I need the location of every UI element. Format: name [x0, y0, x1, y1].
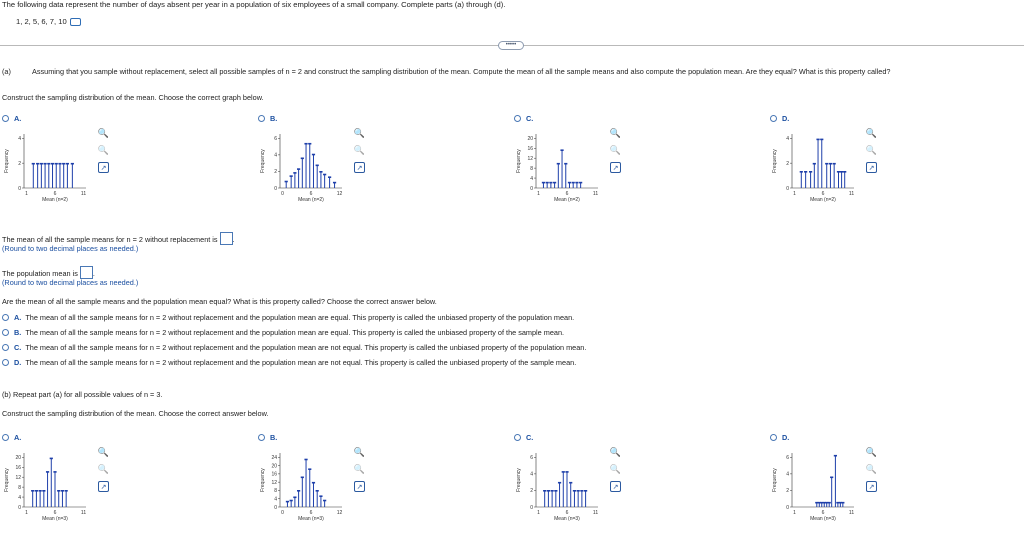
- histogram-chart: [770, 447, 860, 527]
- y-tick-label: 4: [274, 496, 277, 503]
- zoom-out-icon[interactable]: 🔍: [353, 464, 366, 474]
- y-tick-label: 2: [274, 169, 277, 176]
- y-tick-label: 8: [530, 165, 533, 172]
- popout-icon[interactable]: ↗: [354, 481, 365, 492]
- zoom-in-icon[interactable]: 🔍: [865, 447, 878, 457]
- answer-text: The mean of all the sample means for n = 2 without replacement and the population mean are not equal. This property is called the unbiased property of the population mean.: [25, 343, 587, 352]
- zoom-out-icon[interactable]: 🔍: [97, 145, 110, 155]
- x-tick-label: 11: [80, 191, 87, 197]
- histogram-chart: [258, 128, 348, 208]
- y-tick-label: 16: [15, 465, 21, 472]
- y-tick-label: 0: [18, 185, 21, 192]
- y-tick-label: 0: [530, 185, 533, 192]
- mean-sample-means-question: The mean of all the sample means for n = 2 without replacement is .: [2, 232, 235, 245]
- x-tick-label: 11: [592, 191, 599, 197]
- graph-tools: [354, 447, 365, 492]
- graph-option-a-3[interactable]: [770, 114, 990, 224]
- graph-option-radio[interactable]: [2, 114, 21, 123]
- x-axis-label: Mean (n=3): [42, 516, 68, 522]
- part-a-question: Assuming that you sample without replacement, select all possible samples of n = 2 and construct the sampling distribution of the mean. Compute the mean of all the sample means and also compute the population mean. Are they equal? What is this property called?: [32, 67, 891, 76]
- radio-button[interactable]: [258, 115, 265, 122]
- option-letter: D.: [782, 114, 790, 123]
- x-tick-label: 11: [848, 191, 855, 197]
- graph-option-b-1[interactable]: [258, 433, 478, 543]
- y-tick-label: 4: [786, 471, 789, 478]
- y-tick-label: 4: [530, 471, 533, 478]
- part-b-text: (b) Repeat part (a) for all possible values of n = 3.: [2, 390, 163, 399]
- graph-option-radio[interactable]: [514, 114, 533, 123]
- x-tick-label: 1: [25, 510, 28, 516]
- y-tick-label: 0: [274, 185, 277, 192]
- y-tick-label: 20: [527, 136, 533, 143]
- radio-button[interactable]: [2, 329, 9, 336]
- answer-option-d[interactable]: [2, 358, 576, 367]
- y-axis-label: Frequency: [4, 468, 10, 492]
- y-axis-label: Frequency: [772, 149, 778, 173]
- data-values: [16, 17, 81, 26]
- x-tick-label: 6: [309, 191, 313, 197]
- x-tick-label: 6: [565, 510, 569, 516]
- graph-option-a-1[interactable]: [258, 114, 478, 224]
- graph-tools: [98, 447, 109, 492]
- zoom-out-icon[interactable]: 🔍: [353, 145, 366, 155]
- y-tick-label: 6: [274, 136, 277, 143]
- y-tick-label: 6: [786, 455, 789, 462]
- popout-icon[interactable]: ↗: [98, 162, 109, 173]
- graph-option-radio[interactable]: [258, 114, 277, 123]
- y-tick-label: 24: [271, 455, 277, 462]
- zoom-out-icon[interactable]: 🔍: [609, 464, 622, 474]
- y-tick-label: 6: [530, 455, 533, 462]
- population-mean-question: The population mean is .: [2, 266, 95, 279]
- population-mean-note: (Round to two decimal places as needed.): [2, 278, 139, 287]
- mean-sample-means-input[interactable]: [220, 232, 233, 245]
- x-tick-label: 1: [793, 510, 796, 516]
- x-axis-label: Mean (n=3): [554, 516, 580, 522]
- x-tick-label: 6: [821, 510, 825, 516]
- y-tick-label: 4: [274, 152, 277, 159]
- x-tick-label: 11: [848, 510, 855, 516]
- x-tick-label: 6: [53, 510, 57, 516]
- problem-intro: The following data represent the number of days absent per year in a population of six employees of a small company. Complete parts (a) through (d).: [2, 0, 506, 9]
- answer-text: The mean of all the sample means for n = 2 without replacement and the population mean are not equal. This property is called the unbiased property of the sample mean.: [25, 358, 577, 367]
- y-axis-label: Frequency: [516, 149, 522, 173]
- histogram-chart: [514, 128, 604, 208]
- popout-icon[interactable]: ↗: [866, 481, 877, 492]
- graph-option-b-3[interactable]: [770, 433, 990, 543]
- y-tick-label: 12: [527, 155, 533, 162]
- zoom-out-icon[interactable]: 🔍: [865, 145, 878, 155]
- zoom-in-icon[interactable]: 🔍: [865, 128, 878, 138]
- graph-tools: [610, 447, 621, 492]
- y-tick-label: 2: [786, 488, 789, 495]
- y-tick-label: 4: [18, 494, 21, 501]
- y-tick-label: 2: [530, 488, 533, 495]
- zoom-in-icon[interactable]: 🔍: [353, 128, 366, 138]
- x-tick-label: 6: [565, 191, 569, 197]
- y-tick-label: 0: [530, 504, 533, 511]
- option-letter: C.: [526, 114, 534, 123]
- option-letter: C.: [526, 433, 534, 442]
- answer-letter: B.: [14, 328, 22, 337]
- answer-text: The mean of all the sample means for n = 2 without replacement and the population mean are equal. This property is called the unbiased property of the sample mean.: [25, 328, 565, 337]
- graph-option-radio[interactable]: [514, 433, 533, 442]
- answer-letter: D.: [14, 358, 22, 367]
- radio-button[interactable]: [258, 434, 265, 441]
- answer-letter: C.: [14, 343, 22, 352]
- y-tick-label: 0: [786, 185, 789, 192]
- option-letter: A.: [14, 433, 22, 442]
- y-tick-label: 4: [786, 136, 789, 143]
- y-tick-label: 16: [271, 471, 277, 478]
- graph-tools: [866, 447, 877, 492]
- y-axis-label: Frequency: [4, 149, 10, 173]
- graph-option-a-0[interactable]: [2, 114, 222, 224]
- y-axis-label: Frequency: [772, 468, 778, 492]
- mean-sample-means-label: The mean of all the sample means for n = 2 without replacement is: [2, 235, 218, 244]
- x-tick-label: 11: [80, 510, 87, 516]
- y-tick-label: 20: [15, 455, 21, 462]
- part-a-tag: (a): [2, 67, 11, 76]
- zoom-out-icon[interactable]: 🔍: [865, 464, 878, 474]
- radio-button[interactable]: [770, 434, 777, 441]
- graph-tools: [354, 128, 365, 173]
- graph-tools: [610, 128, 621, 173]
- data-values-text: 1, 2, 5, 6, 7, 10: [16, 17, 67, 26]
- more-button[interactable]: •••••: [498, 41, 524, 50]
- y-tick-label: 2: [18, 160, 21, 167]
- zoom-in-icon[interactable]: 🔍: [353, 447, 366, 457]
- option-letter: D.: [782, 433, 790, 442]
- answer-option-a[interactable]: [2, 313, 574, 322]
- histogram-chart: [258, 447, 348, 527]
- option-letter: A.: [14, 114, 22, 123]
- y-tick-label: 0: [18, 504, 21, 511]
- popout-icon[interactable]: ↗: [866, 162, 877, 173]
- y-tick-label: 0: [786, 504, 789, 511]
- x-tick-label: 6: [309, 510, 313, 516]
- answer-option-b[interactable]: [2, 328, 564, 337]
- histogram-chart: [2, 447, 92, 527]
- radio-button[interactable]: [514, 434, 521, 441]
- y-tick-label: 12: [15, 474, 21, 481]
- y-tick-label: 4: [530, 175, 533, 182]
- x-tick-label: 12: [336, 191, 343, 197]
- y-tick-label: 8: [274, 488, 277, 495]
- x-axis-label: Mean (n=3): [810, 516, 836, 522]
- part-a-instruction: Construct the sampling distribution of the mean. Choose the correct graph below.: [2, 93, 264, 102]
- radio-button[interactable]: [2, 314, 9, 321]
- popout-icon[interactable]: ↗: [98, 481, 109, 492]
- y-tick-label: 12: [271, 479, 277, 486]
- copy-data-icon[interactable]: [70, 18, 81, 26]
- x-tick-label: 11: [592, 510, 599, 516]
- radio-button[interactable]: [2, 344, 9, 351]
- x-axis-label: Mean (n=2): [554, 197, 580, 203]
- equal-question: Are the mean of all the sample means and the population mean equal? What is this property called? Choose the correct answer below.: [2, 297, 437, 306]
- popout-icon[interactable]: ↗: [354, 162, 365, 173]
- part-b-instruction: Construct the sampling distribution of the mean. Choose the correct answer below.: [2, 409, 269, 418]
- option-letter: B.: [270, 114, 278, 123]
- radio-button[interactable]: [2, 434, 9, 441]
- y-tick-label: 0: [274, 504, 277, 511]
- x-tick-label: 0: [281, 510, 284, 516]
- radio-button[interactable]: [770, 115, 777, 122]
- radio-button[interactable]: [2, 115, 9, 122]
- popout-icon[interactable]: ↗: [610, 162, 621, 173]
- x-tick-label: 1: [25, 191, 28, 197]
- histogram-chart: [2, 128, 92, 208]
- y-axis-label: Frequency: [260, 468, 266, 492]
- graph-option-b-0[interactable]: [2, 433, 222, 543]
- x-tick-label: 1: [537, 510, 540, 516]
- graph-tools: [866, 128, 877, 173]
- answer-letter: A.: [14, 313, 22, 322]
- population-mean-label: The population mean is: [2, 269, 78, 278]
- graph-option-radio[interactable]: [258, 433, 277, 442]
- radio-button[interactable]: [514, 115, 521, 122]
- y-axis-label: Frequency: [260, 149, 266, 173]
- x-tick-label: 0: [281, 191, 284, 197]
- zoom-out-icon[interactable]: 🔍: [609, 145, 622, 155]
- radio-button[interactable]: [2, 359, 9, 366]
- y-tick-label: 4: [18, 136, 21, 143]
- x-axis-label: Mean (n=2): [810, 197, 836, 203]
- graph-tools: [98, 128, 109, 173]
- zoom-in-icon[interactable]: 🔍: [97, 447, 110, 457]
- x-axis-label: Mean (n=2): [42, 197, 68, 203]
- popout-icon[interactable]: ↗: [610, 481, 621, 492]
- histogram-chart: [770, 128, 860, 208]
- x-axis-label: Mean (n=2): [298, 197, 324, 203]
- histogram-chart: [514, 447, 604, 527]
- zoom-in-icon[interactable]: 🔍: [97, 128, 110, 138]
- y-tick-label: 16: [527, 146, 533, 153]
- y-tick-label: 20: [271, 463, 277, 470]
- answer-option-c[interactable]: [2, 343, 586, 352]
- zoom-in-icon[interactable]: 🔍: [609, 447, 622, 457]
- option-letter: B.: [270, 433, 278, 442]
- graph-option-radio[interactable]: [2, 433, 21, 442]
- x-axis-label: Mean (n=3): [298, 516, 324, 522]
- y-axis-label: Frequency: [516, 468, 522, 492]
- graph-option-b-2[interactable]: [514, 433, 734, 543]
- y-tick-label: 8: [18, 484, 21, 491]
- mean-sample-means-note: (Round to two decimal places as needed.): [2, 244, 139, 253]
- x-tick-label: 6: [821, 191, 825, 197]
- graph-option-radio[interactable]: [770, 433, 789, 442]
- x-tick-label: 1: [537, 191, 540, 197]
- x-tick-label: 6: [53, 191, 57, 197]
- zoom-out-icon[interactable]: 🔍: [97, 464, 110, 474]
- answer-text: The mean of all the sample means for n = 2 without replacement and the population mean are equal. This property is called the unbiased property of the population mean.: [25, 313, 575, 322]
- zoom-in-icon[interactable]: 🔍: [609, 128, 622, 138]
- x-tick-label: 1: [793, 191, 796, 197]
- graph-option-a-2[interactable]: [514, 114, 734, 224]
- graph-option-radio[interactable]: [770, 114, 789, 123]
- y-tick-label: 2: [786, 160, 789, 167]
- x-tick-label: 12: [336, 510, 343, 516]
